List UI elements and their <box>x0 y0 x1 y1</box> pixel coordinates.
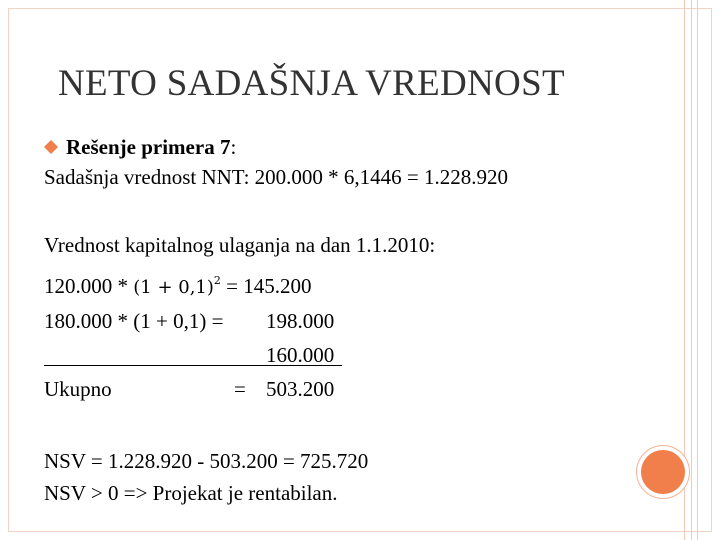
total-eq: = <box>234 377 246 401</box>
nsv-line: NSV = 1.228.920 - 503.200 = 725.720 <box>44 449 369 473</box>
bullet-line <box>44 132 236 162</box>
row-120000 <box>44 268 312 298</box>
total-value: 503.200 <box>266 377 335 401</box>
total-label: Ukupno <box>44 377 112 401</box>
row2-left: 180.000 * (1 + 0,1) = <box>44 309 224 333</box>
right-rail-line-1 <box>684 0 685 540</box>
npv-line: Sadašnja vrednost NNT: 200.000 * 6,1446 = 1.228.920 <box>44 165 509 189</box>
row1-prefix: 120.000 * <box>44 274 128 298</box>
row2-value: 198.000 <box>266 309 335 333</box>
diamond-bullet-icon <box>44 140 58 154</box>
right-rail-line-3 <box>697 0 698 540</box>
row-total <box>44 374 344 404</box>
conclusion-line: NSV > 0 => Projekat je rentabilan. <box>44 481 338 505</box>
row-180000 <box>44 306 335 336</box>
decorative-orange-circle <box>641 450 685 494</box>
slide-title: NETO SADAŠNJA VREDNOST <box>58 63 565 104</box>
row-160000 <box>44 340 344 370</box>
row1-result: = 145.200 <box>226 274 312 298</box>
compound-formula: $(1 + 0,1)^2$ <box>133 274 221 298</box>
row3-value: 160.000 <box>266 343 335 367</box>
sum-underline <box>44 365 342 366</box>
investment-header: Vrednost kapitalnog ulaganja na dan 1.1.2010: <box>44 233 436 257</box>
bullet-colon: : <box>230 135 237 159</box>
bullet-heading: Rešenje primera 7 <box>66 135 231 159</box>
right-rail-line-2 <box>691 0 692 540</box>
